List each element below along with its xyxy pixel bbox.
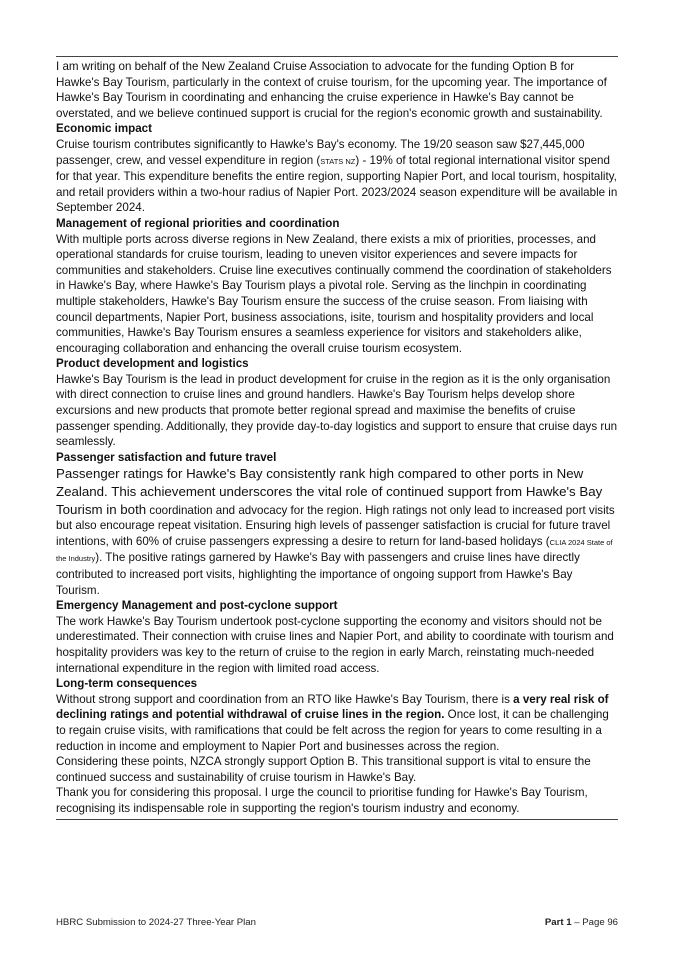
product-heading: Product development and logistics <box>56 357 249 371</box>
longterm-text-1: Without strong support and coordination from an RTO like Hawke's Bay Tourism, there is <box>56 692 514 706</box>
intro-paragraph: I am writing on behalf of the New Zealand Cruise Association to advocate for the funding Option B for Hawke's Bay Tourism, particularly in the context of cruise tourism, for the upcoming year. The importance of Hawke's Bay Tourism in coordinating and enhancing the cruise experience in Hawke's Bay cannot be overstated, and we believe continued support is crucial for the region's economic growth and sustainability. <box>56 60 607 120</box>
economic-source: STATS NZ <box>320 156 356 166</box>
passenger-source: CLIA 2024 State of the Industry <box>56 537 613 564</box>
footer-part: Part 1 <box>544 917 572 928</box>
footer-document-title: HBRC Submission to 2024-27 Three-Year Plan <box>56 917 256 928</box>
submission-document <box>56 56 618 820</box>
footer-page-number <box>545 917 618 928</box>
passenger-heading: Passenger satisfaction and future travel <box>56 450 277 464</box>
longterm-paragraph <box>56 692 618 754</box>
thanks-paragraph: Thank you for considering this proposal. I urge the council to prioritise funding for Hawke's Bay Tourism, recognising its indispensable role in supporting the region's tourism industry and economy. <box>56 786 588 815</box>
economic-text-2: ) - 19% of total regional international visitor spend for that year. This expenditure benefits the entire region, supporting Napier Port, and local tourism, hospitality, and retail providers within a two-hour radius of Napier Port. 2023/2024 season expenditure will be available in September 2024. <box>56 153 618 215</box>
longterm-text-2: Once lost, it can be challenging to regain cruise visits, with ramifications that could be felt across the region for years to come resulting in a reduction in income and employment to Napier Port and businesses across the region. <box>56 708 609 753</box>
product-paragraph: Hawke's Bay Tourism is the lead in product development for cruise in the region as it is the only organisation with direct connection to cruise lines and ground handlers. Hawke's Bay Tourism helps develop shore excursions and new products that promote better regional spread and maximise the benefits of cruise passenger spending. Additionally, they provide day-to-day logistics and support to ensure that cruise days run seamlessly. <box>56 372 618 449</box>
management-paragraph: With multiple ports across diverse regions in New Zealand, there exists a mix of priorities, processes, and operational standards for cruise tourism, leading to uneven visitor experiences and severe impacts for communities and stakeholders. Cruise line executives continually commend the coordination of stakeholders in Hawke's Bay, where Hawke's Bay Tourism plays a pivotal role. Serving as the linchpin in coordinating multiple stakeholders, Hawke's Bay Tourism ensure the success of the cruise season. From liaising with council departments, Napier Port, business associations, isite, tourism and hospitality providers and local communities, Hawke's Bay Tourism ensures a seamless experience for visitors and stakeholders alike, encouraging collaboration and enhancing the overall cruise tourism ecosystem. <box>56 232 612 355</box>
page-footer <box>56 917 618 928</box>
management-heading: Management of regional priorities and coordination <box>56 216 340 230</box>
longterm-heading: Long-term consequences <box>56 677 198 691</box>
economic-text-1: Cruise tourism contributes significantly to Hawke's Bay's economy. The 19/20 season saw $27,445,000 passenger, crew, and vessel expenditure in region ( <box>56 137 585 167</box>
emergency-heading: Emergency Management and post-cyclone support <box>56 599 338 613</box>
footer-page: Page 96 <box>582 917 618 928</box>
economic-heading: Economic impact <box>56 122 152 136</box>
passenger-paragraph <box>56 465 618 598</box>
passenger-text-1: coordination and advocacy for the region. High ratings not only lead to increased port visits but also encourage repeat visitation. Ensuring high levels of passenger satisfaction is crucial for future travel intentions, with 60% of cruise passengers expressing a desire to return for land-based holidays ( <box>56 503 615 548</box>
passenger-text-2: ). The positive ratings garnered by Hawke's Bay with passengers and cruise lines have directly contributed to increased port visits, highlighting the importance of ongoing support from Hawke's Bay Tourism. <box>56 551 580 597</box>
emergency-paragraph: The work Hawke's Bay Tourism undertook post-cyclone supporting the economy and visitors should not be underestimated. Their connection with cruise lines and Napier Port, and ability to coordinate with tourism and hospitality providers was key to the return of cruise to the region in early March, reinstating much-needed international expenditure in the region with limited road access. <box>56 614 614 675</box>
longterm-emphasis: a very real risk of declining ratings and potential withdrawal of cruise lines in the region. <box>56 692 609 722</box>
footer-separator: – <box>571 917 583 928</box>
economic-paragraph <box>56 137 618 216</box>
conclusion-paragraph: Considering these points, NZCA strongly support Option B. This transitional support is vital to ensure the continued success and sustainability of cruise tourism in Hawke's Bay. <box>56 755 591 784</box>
bottom-rule <box>56 819 618 820</box>
letter-body <box>56 57 618 817</box>
passenger-large-text: Passenger ratings for Hawke's Bay consistently rank high compared to other ports in New Zealand. This achievement underscores the vital role of continued support from Hawke's Bay Tourism in both <box>56 466 603 517</box>
